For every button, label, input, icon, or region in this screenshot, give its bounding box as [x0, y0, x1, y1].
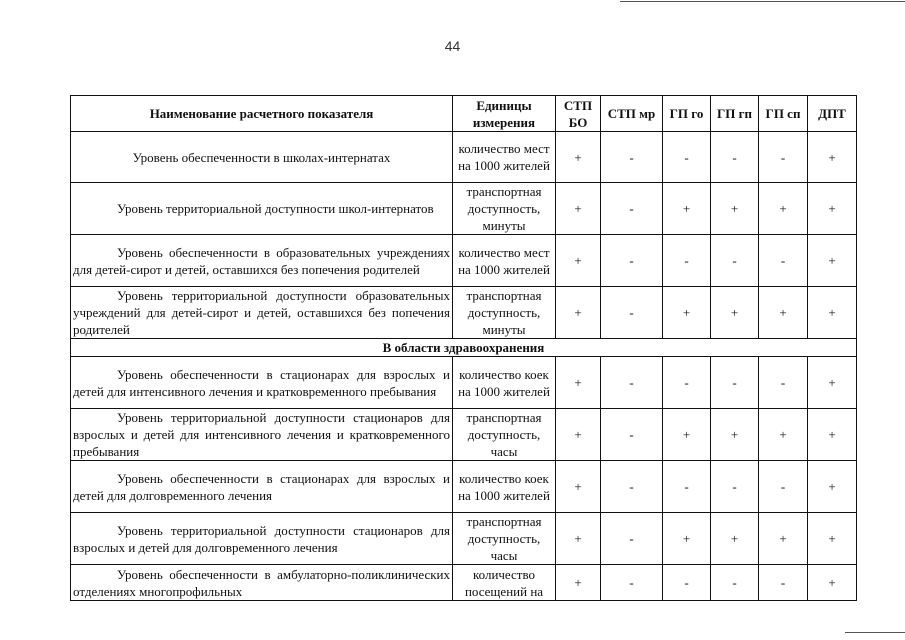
indicator-name-cell — [71, 357, 453, 409]
indicator-name-cell — [71, 565, 453, 601]
unit-cell: транспортная доступность, минуты — [453, 287, 556, 339]
applicability-mark: + — [711, 183, 759, 235]
header-col-dpt: ДПТ — [808, 96, 857, 132]
unit-cell: количество коек на 1000 жителей — [453, 357, 556, 409]
applicability-mark: - — [663, 235, 711, 287]
applicability-mark: + — [663, 183, 711, 235]
applicability-mark: + — [808, 565, 857, 601]
header-col-gp-sp: ГП сп — [759, 96, 808, 132]
applicability-mark: + — [663, 513, 711, 565]
indicator-name: Уровень обеспеченности в стационарах для взрослых и детей для интенсивного лечения и кратковременного пребывания — [73, 366, 450, 399]
header-unit: Единицы измерения — [453, 96, 556, 132]
table-row — [71, 513, 857, 565]
indicator-name-cell — [71, 183, 453, 235]
header-col-gp-go: ГП го — [663, 96, 711, 132]
scan-edge-line-top — [620, 1, 905, 2]
applicability-mark: - — [601, 183, 663, 235]
applicability-mark: + — [808, 513, 857, 565]
applicability-mark: - — [601, 132, 663, 183]
indicator-name-cell — [71, 132, 453, 183]
applicability-mark: - — [759, 357, 808, 409]
applicability-mark: + — [556, 565, 601, 601]
applicability-mark: - — [759, 461, 808, 513]
indicator-name-cell — [71, 409, 453, 461]
page-number: 44 — [444, 38, 461, 54]
applicability-mark: - — [711, 235, 759, 287]
applicability-mark: + — [663, 409, 711, 461]
indicators-table — [70, 95, 857, 601]
applicability-mark: + — [711, 287, 759, 339]
indicator-name: Уровень территориальной доступности образовательных учреждений для детей-сирот и детей, оставшихся без попечения родителей — [73, 288, 450, 337]
applicability-mark: + — [759, 183, 808, 235]
applicability-mark: - — [711, 132, 759, 183]
table-header-row — [71, 96, 857, 132]
section-title: В области здравоохранения — [71, 339, 857, 357]
table-row — [71, 132, 857, 183]
applicability-mark: - — [759, 235, 808, 287]
unit-cell: количество мест на 1000 жителей — [453, 132, 556, 183]
header-col-gp-gp: ГП гп — [711, 96, 759, 132]
scan-edge-line-bottom — [845, 632, 905, 633]
applicability-mark: - — [601, 409, 663, 461]
applicability-mark: + — [556, 287, 601, 339]
applicability-mark: - — [663, 357, 711, 409]
applicability-mark: + — [556, 461, 601, 513]
applicability-mark: + — [556, 513, 601, 565]
unit-cell: транспортная доступность, часы — [453, 409, 556, 461]
applicability-mark: - — [663, 132, 711, 183]
applicability-mark: + — [556, 183, 601, 235]
table-row — [71, 357, 857, 409]
applicability-mark: + — [808, 235, 857, 287]
header-indicator-name: Наименование расчетного показателя — [71, 96, 453, 132]
table-row — [71, 287, 857, 339]
applicability-mark: - — [601, 235, 663, 287]
applicability-mark: + — [711, 513, 759, 565]
applicability-mark: - — [759, 565, 808, 601]
applicability-mark: - — [711, 357, 759, 409]
indicator-name-cell — [71, 461, 453, 513]
table-row — [71, 235, 857, 287]
indicator-name: Уровень обеспеченности в стационарах для взрослых и детей для долговременного лечения — [73, 470, 450, 503]
table-section-health — [71, 339, 857, 357]
applicability-mark: - — [663, 461, 711, 513]
table-body-health — [71, 357, 857, 601]
applicability-mark: + — [759, 513, 808, 565]
applicability-mark: + — [711, 409, 759, 461]
applicability-mark: - — [711, 565, 759, 601]
applicability-mark: + — [663, 287, 711, 339]
indicator-name: Уровень территориальной доступности стационаров для взрослых и детей для интенсивного лечения и кратковременного пребывания — [73, 410, 450, 459]
applicability-mark: + — [808, 287, 857, 339]
unit-cell: количество коек на 1000 жителей — [453, 461, 556, 513]
applicability-mark: + — [808, 409, 857, 461]
indicator-name: Уровень обеспеченности в образовательных учреждениях для детей-сирот и детей, оставшихся без попечения родителей — [73, 244, 450, 277]
table-body-education — [71, 132, 857, 339]
applicability-mark: + — [759, 287, 808, 339]
applicability-mark: - — [759, 132, 808, 183]
applicability-mark: - — [663, 565, 711, 601]
applicability-mark: + — [759, 409, 808, 461]
applicability-mark: - — [601, 565, 663, 601]
indicator-name: Уровень территориальной доступности стационаров для взрослых и детей для долговременного лечения — [73, 522, 450, 555]
applicability-mark: + — [556, 235, 601, 287]
applicability-mark: + — [808, 132, 857, 183]
applicability-mark: + — [808, 183, 857, 235]
applicability-mark: - — [601, 287, 663, 339]
indicator-name: Уровень территориальной доступности школ-интернатов — [117, 201, 434, 216]
table-row — [71, 565, 857, 601]
applicability-mark: + — [808, 357, 857, 409]
header-col-stp-mr: СТП мр — [601, 96, 663, 132]
unit-cell: транспортная доступность, минуты — [453, 183, 556, 235]
table-row — [71, 183, 857, 235]
indicator-name-cell — [71, 513, 453, 565]
header-col-stp-bo: СТП БО — [556, 96, 601, 132]
applicability-mark: + — [808, 461, 857, 513]
applicability-mark: - — [711, 461, 759, 513]
indicator-name-cell — [71, 235, 453, 287]
indicator-name: Уровень обеспеченности в амбулаторно-поликлинических отделениях многопрофильных — [73, 566, 450, 599]
applicability-mark: - — [601, 461, 663, 513]
applicability-mark: + — [556, 357, 601, 409]
indicator-name-cell — [71, 287, 453, 339]
unit-cell: количество посещений на — [453, 565, 556, 601]
applicability-mark: - — [601, 513, 663, 565]
unit-cell: количество мест на 1000 жителей — [453, 235, 556, 287]
table-row — [71, 409, 857, 461]
table-row — [71, 461, 857, 513]
section-row — [71, 339, 857, 357]
applicability-mark: - — [601, 357, 663, 409]
applicability-mark: + — [556, 132, 601, 183]
applicability-mark: + — [556, 409, 601, 461]
indicator-name: Уровень обеспеченности в школах-интернатах — [132, 149, 391, 165]
unit-cell: транспортная доступность, часы — [453, 513, 556, 565]
